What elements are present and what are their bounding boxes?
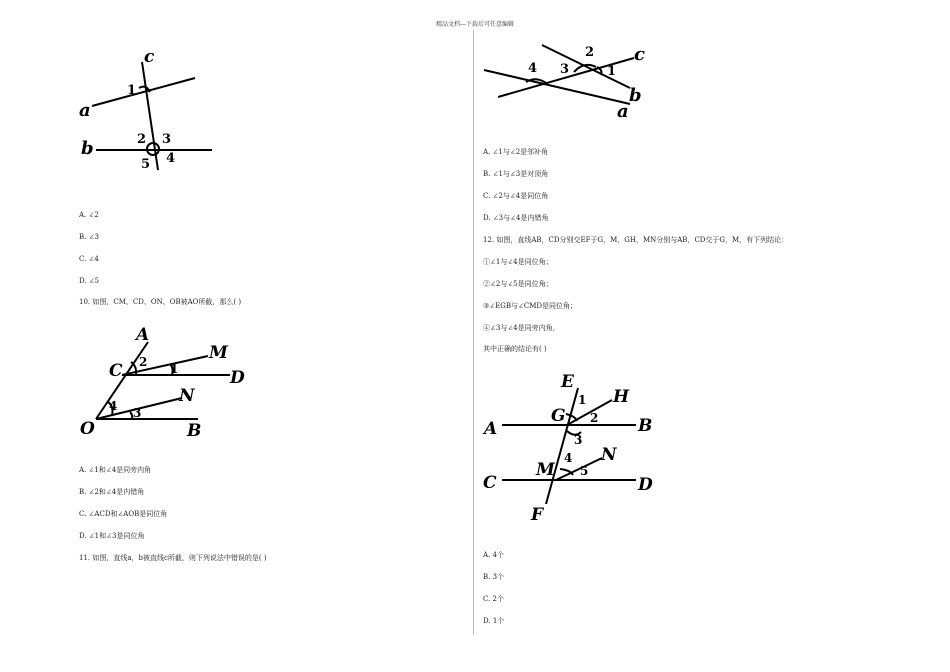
fig4-label-D: D — [638, 475, 653, 495]
fig1-label-c: c — [144, 47, 155, 67]
fig2-label-D: D — [230, 368, 245, 388]
fig4-label-M: M — [536, 460, 555, 480]
fig4-num-2: 2 — [590, 411, 599, 425]
fig1-num-3: 3 — [162, 132, 172, 147]
fig2-num-1: 1 — [170, 362, 179, 376]
fig4-label-G: G — [551, 406, 566, 426]
fig2-num-2: 2 — [139, 355, 148, 369]
fig3-num-3: 3 — [560, 62, 570, 77]
fig4-num-5: 5 — [580, 464, 589, 478]
fig2-label-C: C — [109, 361, 123, 381]
fig4-num-3: 3 — [574, 433, 583, 447]
fig2-num-3: 3 — [133, 406, 142, 420]
fig2-label-N: N — [179, 386, 195, 406]
q12-statement-3: ③∠EGB与∠CMD是同位角； — [483, 302, 577, 310]
q10-option-d: D. ∠1和∠3是同位角 — [79, 532, 145, 540]
fig1-num-1: 1 — [127, 83, 137, 98]
fig3-label-b: b — [629, 85, 642, 106]
q9-option-b: B. ∠3 — [79, 233, 99, 241]
q9-option-c: C. ∠4 — [79, 255, 99, 263]
q10-option-c: C. ∠ACD和∠AOB是同位角 — [79, 510, 168, 518]
fig1-label-b: b — [81, 138, 94, 159]
q10-option-b: B. ∠2和∠4是内错角 — [79, 488, 145, 496]
q9-option-d: D. ∠5 — [79, 277, 100, 285]
fig1-label-a: a — [79, 100, 91, 121]
q10-stem: 10. 如图，CM、CD、ON、OB被AO所截，那么( ) — [79, 298, 242, 306]
q11-option-d: D. ∠3与∠4是内错角 — [483, 214, 549, 222]
q10-option-a: A. ∠1和∠4是同旁内角 — [79, 466, 152, 474]
q11-stem: 11. 如图，直线a，b被直线c所截，则下列说法中错误的是( ) — [79, 554, 267, 562]
q12-statement-2: ②∠2与∠5是同位角； — [483, 280, 553, 288]
q12-statement-1: ①∠1与∠4是同位角； — [483, 258, 553, 266]
q12-option-c: C. 2个 — [483, 595, 505, 603]
q11-option-b: B. ∠1与∠3是对顶角 — [483, 170, 549, 178]
q11-option-a: A. ∠1与∠2是邻补角 — [483, 148, 549, 156]
fig2-label-A: A — [136, 325, 150, 345]
q12-prompt: 其中正确的结论有( ) — [483, 345, 547, 353]
fig2-label-M: M — [209, 343, 228, 363]
fig4-num-1: 1 — [578, 393, 587, 407]
q12-statement-4: ④∠3与∠4是同旁内角， — [483, 324, 560, 332]
q12-option-d: D. 1个 — [483, 617, 505, 625]
fig4-label-B: B — [638, 416, 653, 436]
fig4-label-F: F — [531, 505, 544, 525]
fig2-label-O: O — [80, 419, 95, 439]
fig4-label-N: N — [601, 445, 617, 465]
column-divider — [473, 30, 474, 635]
fig4-label-E: E — [561, 372, 574, 392]
fig1-num-2: 2 — [137, 132, 147, 147]
q9-option-a: A. ∠2 — [79, 211, 99, 219]
fig1-num-4: 4 — [166, 151, 176, 166]
fig4-label-H: H — [613, 387, 630, 407]
fig1-num-5: 5 — [141, 157, 151, 172]
fig3-num-1: 1 — [607, 64, 617, 79]
q11-option-c: C. ∠2与∠4是同位角 — [483, 192, 549, 200]
fig4-label-A: A — [484, 419, 498, 439]
page-header: 精品文档---下载后可任意编辑 — [435, 21, 515, 28]
q12-option-b: B. 3个 — [483, 573, 505, 581]
fig2-num-4: 4 — [109, 399, 118, 413]
fig4-label-C: C — [483, 473, 497, 493]
fig3-num-4: 4 — [528, 61, 538, 76]
fig3-label-c: c — [634, 44, 645, 65]
fig3-label-a: a — [617, 101, 629, 122]
q12-stem: 12. 如图，直线AB，CD分别交EF于G，M，GH，MN分别与AB，CD交于G，M，有下列结论： — [483, 236, 789, 244]
fig4-num-4: 4 — [564, 451, 573, 465]
q12-option-a: A. 4个 — [483, 551, 504, 559]
fig2-label-B: B — [187, 421, 202, 441]
fig3-num-2: 2 — [585, 45, 595, 60]
